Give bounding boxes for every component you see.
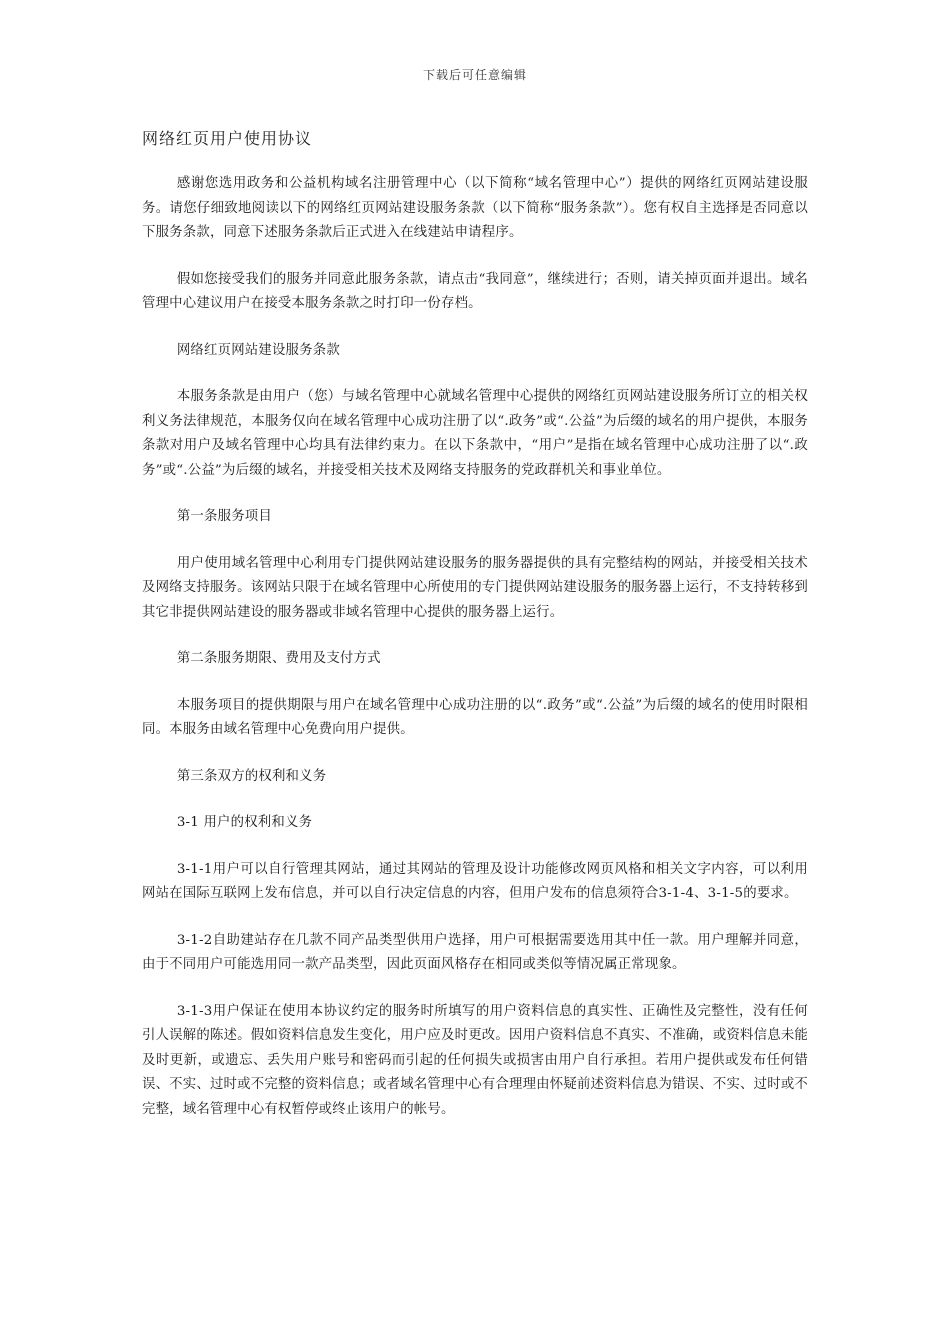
section-heading-article-1: 第一条服务项目	[176, 509, 272, 524]
section-heading-terms: 网络红页网站建设服务条款	[176, 342, 340, 358]
section-heading-article-2: 第二条服务期限、费用及支付方式	[176, 651, 381, 666]
subsection-heading-3-1: 3-1 用户的权利和义务	[176, 815, 313, 830]
paragraph-article-1: 用户使用域名管理中心利用专门提供网站建设服务的服务器提供的具有完整结构的网站，并接受相关技术及网络支持服务。该网站只限于在域名管理中心所使用的专门提供网站建设服务的服务器上运行，不支持转移到其它非提供网站建设的服务器或非域名管理中心提供的服务器上运行。	[142, 555, 808, 620]
document-body	[142, 172, 808, 1144]
paragraph-intro: 感谢您选用政务和公益机构域名注册管理中心（以下简称“域名管理中心”）提供的网络红页网站建设服务。请您仔细致地阅读以下的网络红页网站建设服务条款（以下简称“服务条款”）。您有权自主选择是否同意以下服务条款，同意下述服务条款后正式进入在线建站申请程序。	[142, 176, 808, 240]
paragraph-terms-scope: 本服务条款是由用户（您）与域名管理中心就域名管理中心提供的网络红页网站建设服务所订立的相关权利义务法律规范，本服务仅向在域名管理中心成功注册了以“.政务”或“.公益”为后缀的域名的用户提供，本服务条款对用户及域名管理中心均具有法律约束力。在以下条款中，“用户”是指在域名管理中心成功注册了以“.政务”或“.公益”为后缀的域名，并接受相关技术及网络支持服务的党政群机关和事业单位。	[142, 389, 808, 478]
document-title: 网络红页用户使用协议	[142, 129, 313, 148]
paragraph-article-2: 本服务项目的提供期限与用户在域名管理中心成功注册的以“.政务”或“.公益”为后缀的域名的使用时限相同。本服务由域名管理中心免费向用户提供。	[142, 697, 808, 737]
header-note: 下载后可任意编辑	[422, 68, 527, 82]
clause-3-1-3: 3-1-3用户保证在使用本协议约定的服务时所填写的用户资料信息的真实性、正确性及完整性，没有任何引人误解的陈述。假如资料信息发生变化，用户应及时更改。因用户资料信息不真实、不准确，或资料信息未能及时更新，或遗忘、丢失用户账号和密码而引起的任何损失或损害由用户自行承担。若用户提供或发布任何错误、不实、过时或不完整的资料信息；或者域名管理中心有合理理由怀疑前述资料信息为错误、不实、过时或不完整，域名管理中心有权暂停或终止该用户的帐号。	[142, 1003, 808, 1117]
section-heading-article-3: 第三条双方的权利和义务	[176, 768, 327, 784]
clause-3-1-2: 3-1-2自助建站存在几款不同产品类型供用户选择，用户可根据需要选用其中任一款。用户理解并同意，由于不同用户可能选用同一款产品类型，因此页面风格存在相同或类似等情况属正常现象。	[142, 932, 808, 972]
paragraph-consent: 假如您接受我们的服务并同意此服务条款，请点击“我同意”，继续进行；否则，请关掉页面并退出。域名管理中心建议用户在接受本服务条款之时打印一份存档。	[142, 271, 808, 311]
clause-3-1-1: 3-1-1用户可以自行管理其网站，通过其网站的管理及设计功能修改网页风格和相关文字内容，可以利用网站在国际互联网上发布信息，并可以自行决定信息的内容，但用户发布的信息须符合3-1-4、3-1-5的要求。	[142, 861, 808, 901]
